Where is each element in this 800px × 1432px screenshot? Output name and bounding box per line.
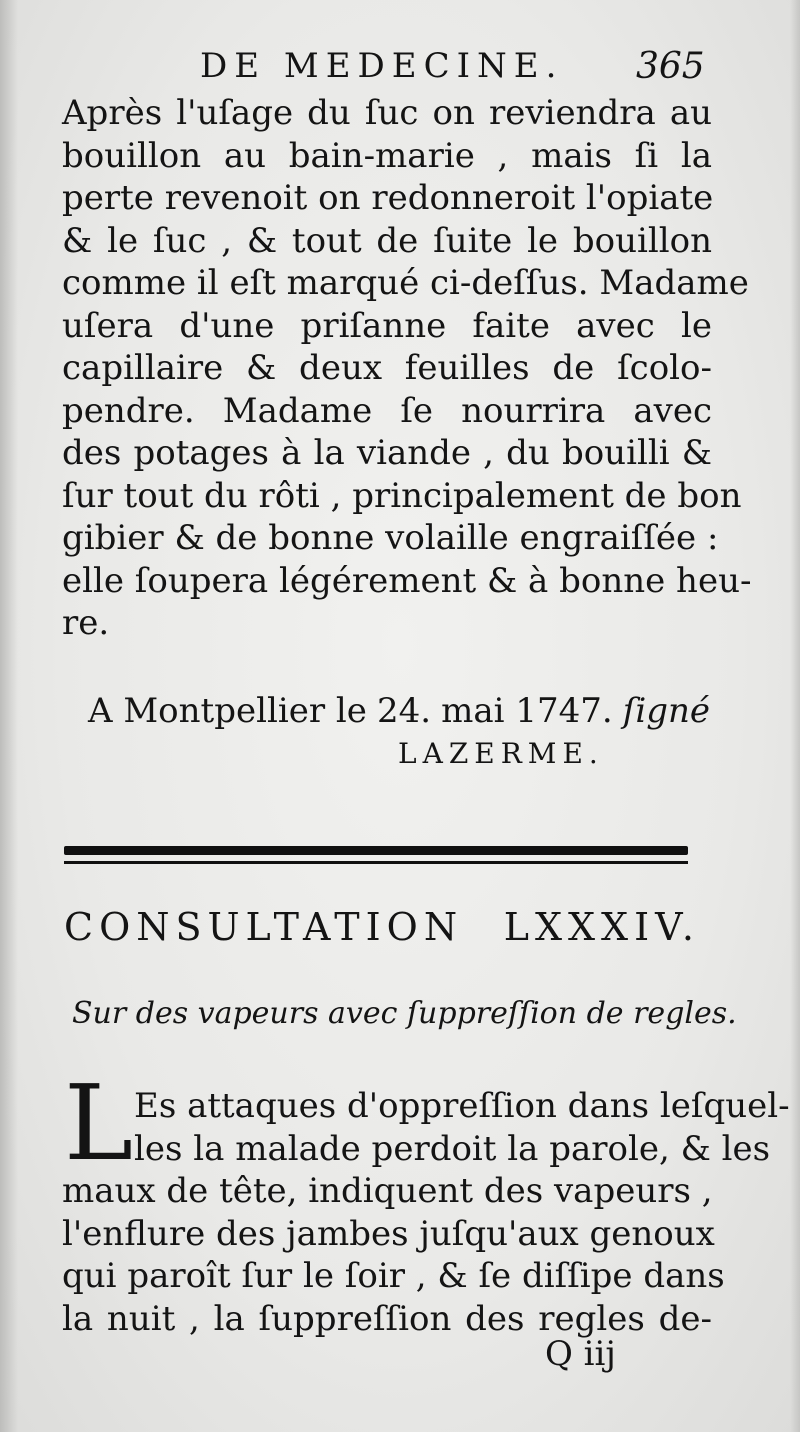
dateline-date: mai 1747.	[441, 691, 613, 731]
text-line: pendre. Madame ſe nourrira avec	[62, 390, 712, 431]
consultation-heading: CONSULTATION LXXXIV.	[64, 905, 700, 949]
text-line: capillaire & deux feuilles de ſcolo-	[62, 348, 712, 388]
text-line: elle ſoupera légérement & à bonne heu-	[62, 560, 752, 601]
paragraph-consultation-end	[62, 92, 752, 645]
text-line: comme il eſt marqué ci-deſſus. Madame	[62, 263, 749, 303]
signature-mark: Q iij	[545, 1334, 616, 1374]
text-line: l'enflure des jambes juſqu'aux genoux	[62, 1213, 715, 1254]
drop-cap: L	[64, 1062, 134, 1184]
page-number: 365	[636, 46, 705, 87]
dateline-place: A Montpellier le	[88, 691, 367, 731]
section-rule-thick	[64, 846, 688, 855]
text-line: bouillon au bain-marie , mais ſi la	[62, 135, 712, 176]
text-line: la nuit , la ſuppreſſion des regles de-	[62, 1298, 712, 1339]
text-line: re.	[62, 603, 110, 643]
signer-name: LAZERME.	[398, 737, 604, 770]
text-line: perte revenoit on redonneroit l'opiate	[62, 178, 714, 218]
text-line: maux de tête, indiquent des vapeurs ,	[62, 1171, 713, 1211]
paragraph-consultation-body	[62, 1085, 790, 1340]
dateline-day: 24.	[376, 691, 432, 731]
text-line: des potages à la viande , du bouilli &	[62, 433, 712, 473]
text-line: & le ſuc , & tout de ſuite le bouillon	[62, 220, 712, 261]
text-line: Après l'uſage du ſuc on reviendra au	[62, 93, 712, 133]
dateline-signed: ſigné	[622, 691, 710, 731]
text-line: ſur tout du rôti , principalement de bon	[62, 475, 742, 516]
text-line: qui paroît ſur le ſoir , & ſe diſſipe dans	[62, 1256, 725, 1296]
text-line: les la malade perdoit la parole, & les	[134, 1128, 771, 1169]
consultation-subtitle: Sur des vapeurs avec ſuppreſſion de regles.	[72, 996, 737, 1031]
section-rule-thin	[64, 861, 688, 864]
running-head: DE MEDECINE.	[200, 46, 564, 86]
text-line: Es attaques d'oppreſſion dans leſquel-	[134, 1086, 790, 1126]
text-line: uſera d'une priſanne faite avec le	[62, 305, 712, 346]
dateline	[88, 690, 710, 732]
text-line: gibier & de bonne volaille engraiſſée :	[62, 518, 719, 558]
